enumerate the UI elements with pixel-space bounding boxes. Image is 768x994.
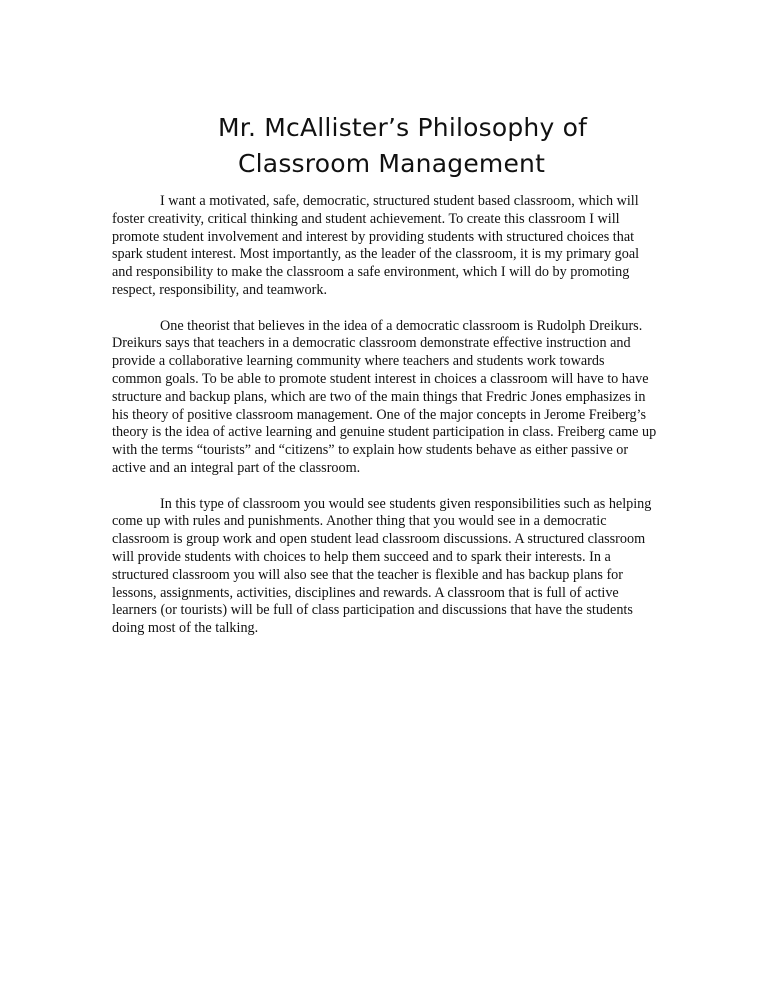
document-title <box>160 110 660 182</box>
paragraph-3: In this type of classroom you would see students given responsibilities such as helping come up with rules and punishments. Another thing that you would see in a democratic classroom is group work and open student lead classroom discussions. A structured classroom will provide students with choices to help them succeed and to spark their interests. In a structured classroom you will also see that the teacher is flexible and has backup plans for lessons, assignments, activities, disciplines and rewards. A classroom that is full of active learners (or tourists) will be full of class participation and discussions that have the students doing most of the talking. <box>112 495 652 637</box>
paragraph-1: I want a motivated, safe, democratic, structured student based classroom, which will foster creativity, critical thinking and student achievement. To create this classroom I will promote student involvement and interest by providing students with structured choices that spark student interest. Most importantly, as the leader of the classroom, it is my primary goal and responsibility to make the classroom a safe environment, which I will do by promoting respect, responsibility, and teamwork. <box>112 193 640 298</box>
title-line-2: Classroom Management <box>238 149 546 178</box>
title-line-1: Mr. McAllister’s Philosophy of <box>218 113 588 142</box>
document-body <box>112 193 657 656</box>
paragraph-2: One theorist that believes in the idea of a democratic classroom is Rudolph Dreikurs. Dreikurs says that teachers in a democratic classroom demonstrate effective instruction and provide a collaborative learning community where teachers and students work towards common goals. To be able to promote student interest in choices a classroom will have to have structure and backup plans, which are two of the main things that Fredric Jones emphasizes in his theory of positive classroom management. One of the major concepts in Jerome Freiberg’s theory is the idea of active learning and genuine student participation in class. Freiberg came up with the terms “tourists” and “citizens” to explain how students behave as either passive or active and an integral part of the classroom. <box>112 317 657 476</box>
